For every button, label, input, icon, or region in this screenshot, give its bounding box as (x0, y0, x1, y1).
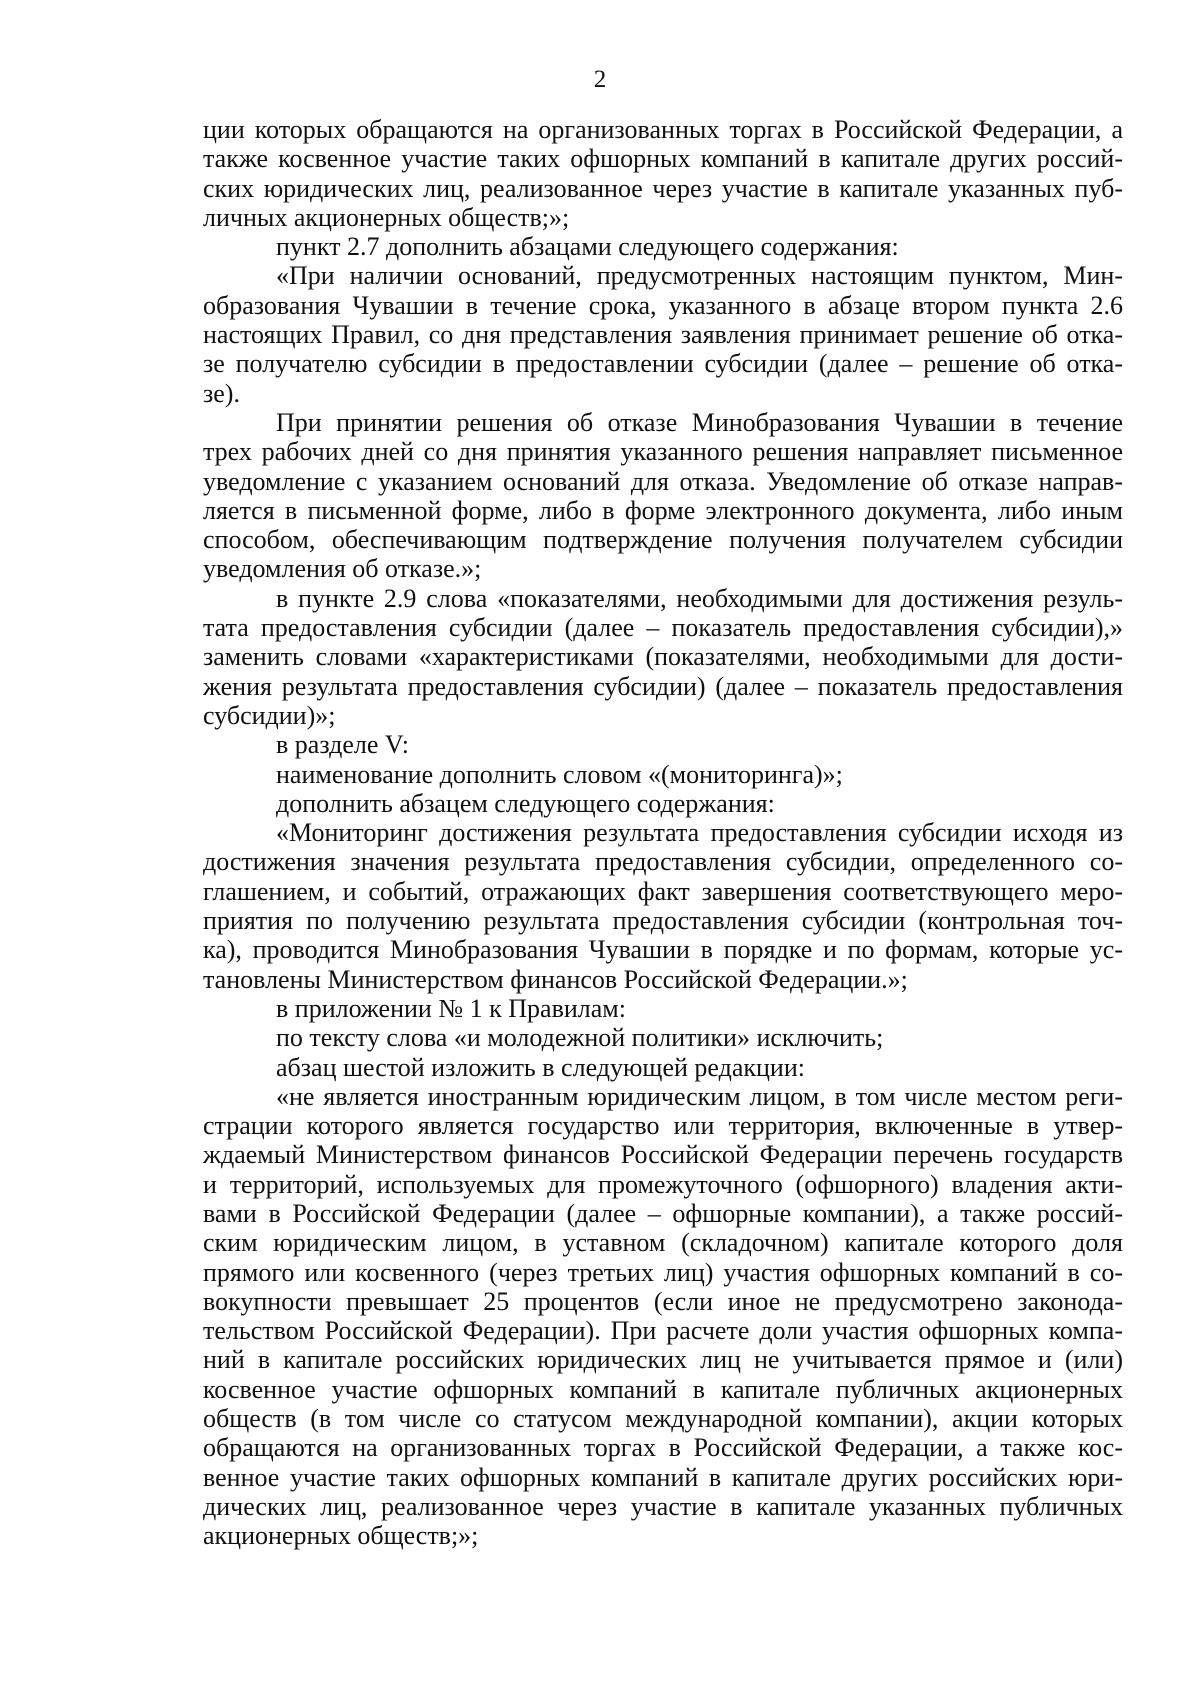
text-line: «не является иностранным юридическим лицом, в том числе местом реги- (276, 1081, 1123, 1111)
text-line: вами в Российской Федерации (далее – офшорные компании), а также россий- (203, 1198, 1123, 1228)
text-line: тельством Российской Федерации). При расчете доли участия офшорных компа- (203, 1316, 1123, 1346)
text-line: тата предоставления субсидии (далее – показатель предоставления субсидии),» (203, 613, 1123, 643)
text-line: венное участие таких офшорных компаний в капитале других российских юри- (203, 1462, 1123, 1492)
text-line: пункт 2.7 дополнить абзацами следующего содержания: (276, 232, 899, 262)
text-line: в разделе V: (276, 730, 409, 760)
text-line: косвенное участие офшорных компаний в капитале публичных акционерных (203, 1374, 1123, 1404)
text-line: страции которого является государство или территория, включенные в утвер- (203, 1111, 1123, 1141)
text-line: ских юридических лиц, реализованное через участие в капитале указанных пуб- (203, 173, 1123, 203)
text-line: ляется в письменной форме, либо в форме электронного документа, либо иным (203, 495, 1123, 525)
text-line: уведомления об отказе.»; (203, 554, 482, 584)
text-line: дополнить абзацем следующего содержания: (276, 788, 775, 818)
text-line: глашением, и событий, отражающих факт завершения соответствующего меро- (203, 876, 1123, 906)
text-line: заменить словами «характеристиками (показателями, необходимыми для дости- (203, 642, 1123, 672)
text-line: способом, обеспечивающим подтверждение получения получателем субсидии (203, 525, 1123, 555)
text-line: настоящих Правил, со дня представления заявления принимает решение об отка- (203, 320, 1123, 350)
text-line: в приложении № 1 к Правилам: (276, 993, 626, 1023)
text-line: тановлены Министерством финансов Российской Федерации.»; (203, 964, 908, 994)
text-line: «Мониторинг достижения результата предоставления субсидии исходя из (276, 818, 1123, 848)
document-body (203, 115, 1123, 1551)
text-line: также косвенное участие таких офшорных компаний в капитале других россий- (203, 144, 1123, 174)
text-line: уведомление с указанием оснований для отказа. Уведомление об отказе направ- (203, 466, 1123, 496)
text-line: обществ (в том числе со статусом международной компании), акции которых (203, 1404, 1123, 1434)
text-line: обращаются на организованных торгах в Российской Федерации, а также кос- (203, 1433, 1123, 1463)
text-line: ским юридическим лицом, в уставном (складочном) капитале которого доля (203, 1228, 1123, 1258)
text-line: приятия по получению результата предоставления субсидии (контрольная точ- (203, 906, 1123, 936)
text-line: ний в капитале российских юридических лиц не учитывается прямое и (или) (203, 1345, 1123, 1375)
text-line: При принятии решения об отказе Минобразования Чувашии в течение (276, 407, 1123, 437)
text-line: ции которых обращаются на организованных торгах в Российской Федерации, а (203, 115, 1123, 144)
text-line: достижения значения результата предоставления субсидии, определенного со- (203, 847, 1123, 877)
text-line: трех рабочих дней со дня принятия указанного решения направляет письменное (203, 437, 1123, 467)
text-line: абзац шестой изложить в следующей редакции: (276, 1052, 805, 1082)
page-number: 2 (593, 66, 607, 93)
text-line: ка), проводится Минобразования Чувашии в порядке и по формам, которые ус- (203, 935, 1123, 965)
text-line: наименование дополнить словом «(мониторинга)»; (276, 759, 843, 789)
text-line: личных акционерных обществ;»; (203, 202, 570, 232)
text-line: субсидии)»; (203, 700, 336, 730)
text-line: прямого или косвенного (через третьих лиц) участия офшорных компаний в со- (203, 1257, 1123, 1287)
text-line: зе получателю субсидии в предоставлении субсидии (далее – решение об отка- (203, 349, 1123, 379)
text-line: ждаемый Министерством финансов Российской Федерации перечень государств (203, 1140, 1123, 1170)
text-line: жения результата предоставления субсидии) (далее – показатель предоставления (203, 671, 1123, 701)
text-line: дических лиц, реализованное через участие в капитале указанных публичных (203, 1491, 1123, 1521)
text-line: вокупности превышает 25 процентов (если иное не предусмотрено законода- (203, 1286, 1123, 1316)
text-line: по тексту слова «и молодежной политики» исключить; (276, 1023, 884, 1053)
text-line: образования Чувашии в течение срока, указанного в абзаце втором пункта 2.6 (203, 290, 1123, 320)
text-line: и территорий, используемых для промежуточного (офшорного) владения акти- (203, 1169, 1123, 1199)
text-line: «При наличии оснований, предусмотренных настоящим пунктом, Мин- (276, 261, 1123, 291)
text-line: в пункте 2.9 слова «показателями, необходимыми для достижения резуль- (276, 583, 1123, 613)
text-line: зе). (203, 378, 240, 408)
text-line: акционерных обществ;»; (203, 1521, 479, 1551)
